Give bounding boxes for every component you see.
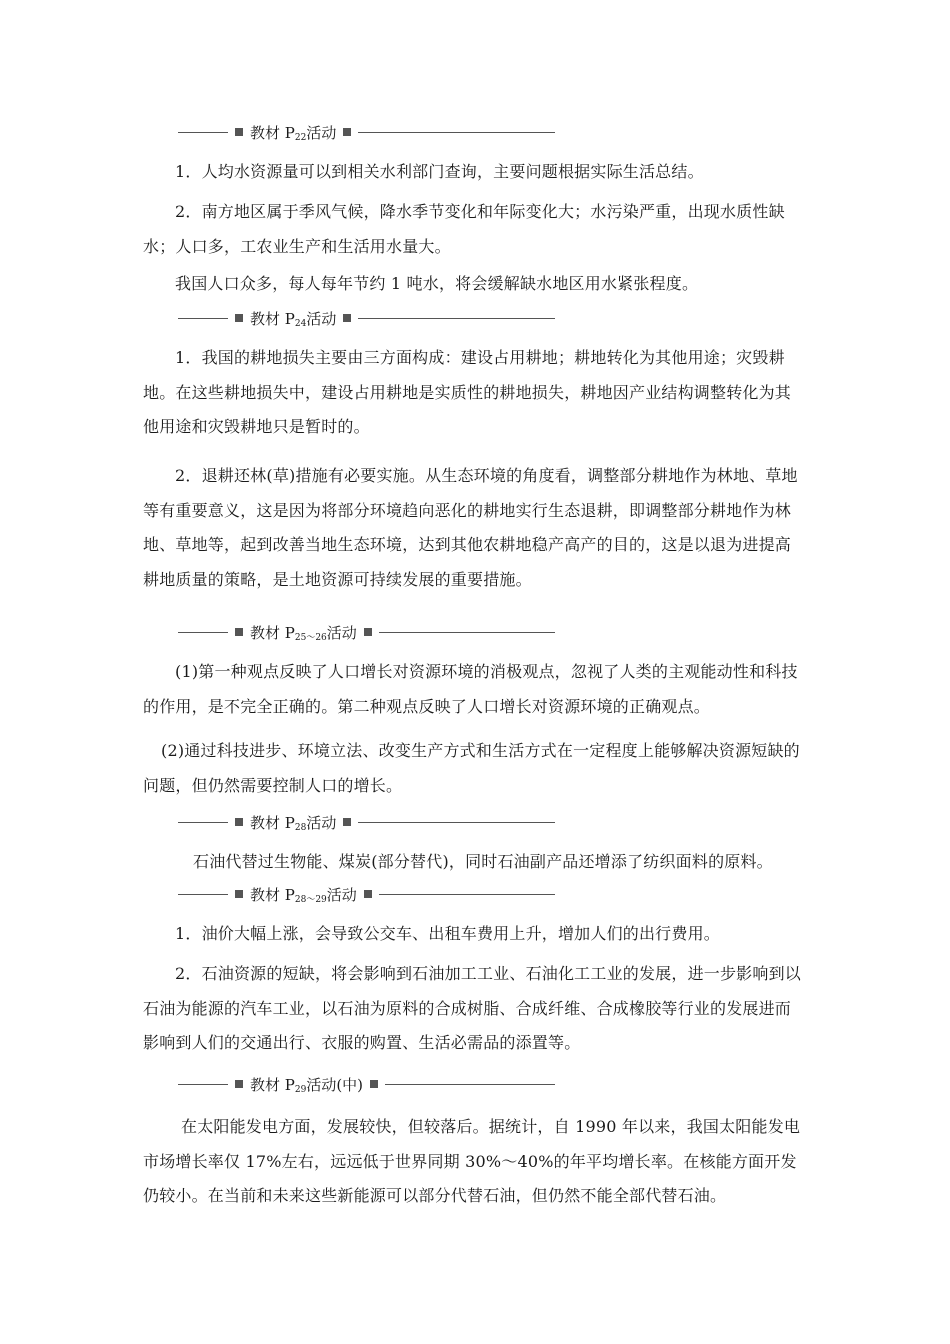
heading-rule: [178, 822, 228, 823]
paragraph: (1)第一种观点反映了人口增长对资源环境的消极观点，忽视了人类的主观能动性和科技的作用，是不完全正确的。第二种观点反映了人口增长对资源环境的正确观点。: [143, 662, 798, 716]
heading-text: 教材 $P_{24}$活动: [250, 309, 337, 329]
square-bullet-icon: [235, 890, 243, 898]
square-bullet-icon: [343, 818, 351, 826]
paragraph: 在太阳能发电方面，发展较快，但较落后。据统计，自 1990 年以来，我国太阳能发电市场增长率仅 17%左右，远远低于世界同期 30%～40%的年平均增长率。在核能方面开发仍较小。在当前和未来这些新能源可以部分代替石油，但仍然不能全部代替石油。: [143, 1117, 801, 1205]
square-bullet-icon: [364, 628, 372, 636]
section-heading-p24: [178, 308, 555, 328]
paragraph: 2．石油资源的短缺，将会影响到石油加工工业、石油化工工业的发展，进一步影响到以石油为能源的汽车工业，以石油为原料的合成树脂、合成纤维、合成橡胶等行业的发展进而影响到人们的交通出行、衣服的购置、生活必需品的添置等。: [143, 964, 801, 1052]
square-bullet-icon: [235, 628, 243, 636]
heading-rule: [385, 1084, 555, 1085]
paragraph: 石油代替过生物能、煤炭(部分替代)，同时石油副产品还增添了纺织面料的原料。: [193, 852, 773, 871]
heading-rule: [358, 132, 555, 133]
square-bullet-icon: [364, 890, 372, 898]
paragraph: 1．油价大幅上涨，会导致公交车、出租车费用上升，增加人们的出行费用。: [175, 924, 720, 943]
square-bullet-icon: [235, 314, 243, 322]
paragraph: (2)通过科技进步、环境立法、改变生产方式和生活方式在一定程度上能够解决资源短缺的问题，但仍然需要控制人口的增长。: [143, 741, 800, 795]
section-heading-p25-26: [178, 622, 555, 642]
heading-rule: [358, 318, 555, 319]
square-bullet-icon: [235, 818, 243, 826]
heading-rule: [178, 132, 228, 133]
section-heading-p22: [178, 122, 555, 142]
paragraph: 1．我国的耕地损失主要由三方面构成：建设占用耕地；耕地转化为其他用途；灾毁耕地。在这些耕地损失中，建设占用耕地是实质性的耕地损失，耕地因产业结构调整转化为其他用途和灾毁耕地只是暂时的。: [143, 348, 792, 436]
heading-rule: [379, 894, 555, 895]
section-heading-p29: [178, 1074, 555, 1094]
section-heading-p28: [178, 812, 555, 832]
heading-text: 教材 $P_{28}$活动: [250, 813, 337, 833]
square-bullet-icon: [343, 314, 351, 322]
heading-rule: [358, 822, 555, 823]
heading-rule: [178, 894, 228, 895]
heading-text: 教材 $P_{25\sim 26}$活动: [250, 623, 357, 643]
square-bullet-icon: [370, 1080, 378, 1088]
section-heading-p28-29: [178, 884, 555, 904]
paragraph: 我国人口众多，每人每年节约 1 吨水，将会缓解缺水地区用水紧张程度。: [175, 274, 699, 293]
paragraph: 2．退耕还林(草)措施有必要实施。从生态环境的角度看，调整部分耕地作为林地、草地等有重要意义，这是因为将部分环境趋向恶化的耕地实行生态退耕，即调整部分耕地作为林地、草地等，起到改善当地生态环境，达到其他农耕地稳产高产的目的，这是以退为进提高耕地质量的策略，是土地资源可持续发展的重要措施。: [143, 466, 798, 589]
heading-text: 教材 $P_{28\sim 29}$活动: [250, 885, 357, 905]
square-bullet-icon: [343, 128, 351, 136]
heading-text: 教材 $P_{22}$活动: [250, 123, 337, 143]
heading-rule: [379, 632, 555, 633]
paragraph: 1．人均水资源量可以到相关水利部门查询，主要问题根据实际生活总结。: [175, 162, 704, 181]
heading-rule: [178, 632, 228, 633]
heading-rule: [178, 1084, 228, 1085]
square-bullet-icon: [235, 1080, 243, 1088]
heading-rule: [178, 318, 228, 319]
square-bullet-icon: [235, 128, 243, 136]
heading-text: 教材 $P_{29}$活动(中): [250, 1075, 364, 1095]
paragraph: 2．南方地区属于季风气候，降水季节变化和年际变化大；水污染严重，出现水质性缺水；人口多，工农业生产和生活用水量大。: [143, 202, 785, 256]
